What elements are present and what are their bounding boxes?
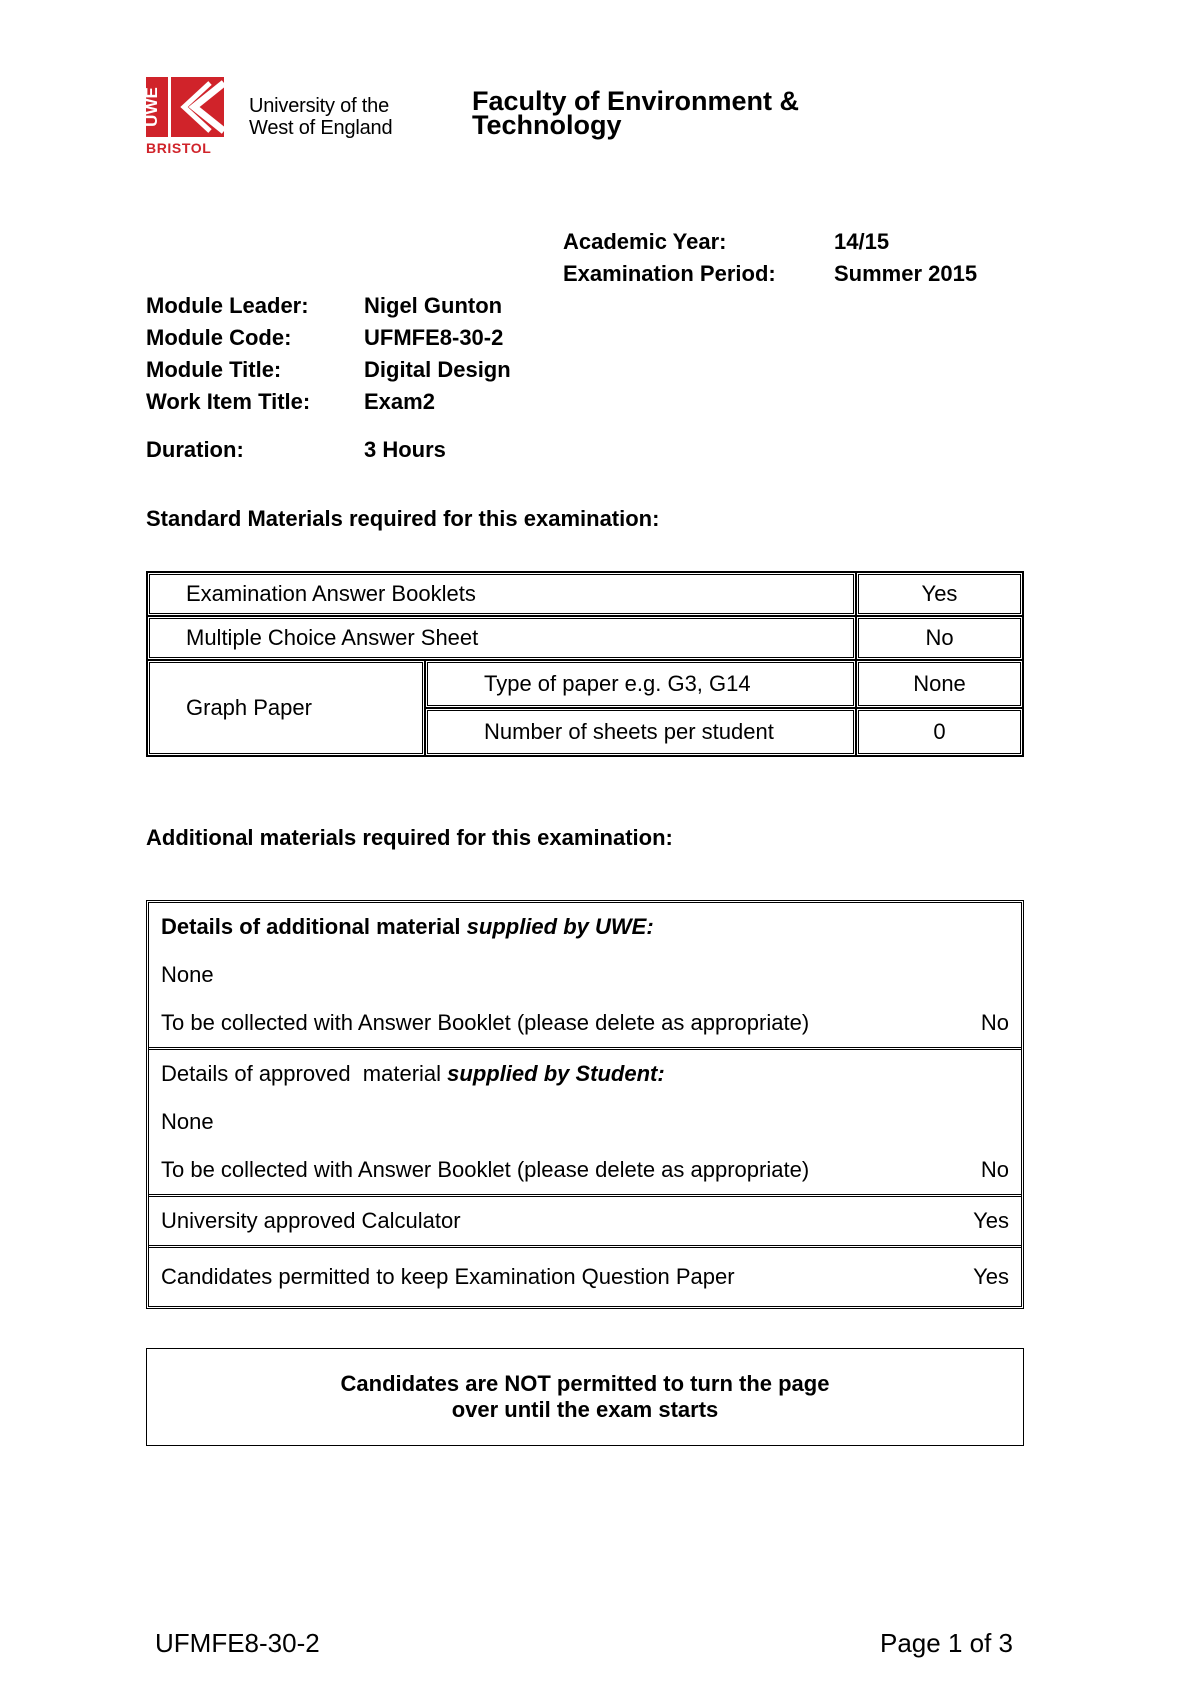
university-name (249, 95, 392, 139)
academic-year-value: 14/15 (834, 229, 890, 254)
faculty-line-1: Faculty of Environment & (472, 86, 800, 116)
answer-booklets-value: Yes (856, 572, 1023, 616)
work-item-value: Exam2 (364, 389, 435, 414)
calculator-value: Yes (973, 1208, 1009, 1233)
student-material-heading (161, 1050, 1009, 1098)
student-heading-prefix: Details of approved material (161, 1061, 448, 1086)
student-material-cell (149, 1047, 1021, 1194)
faculty-line-2: Technology (472, 110, 622, 140)
exam-period-label: Examination Period: (563, 261, 776, 286)
standard-materials-heading: Standard Materials required for this examination: (146, 506, 660, 531)
uwe-details-text: None (161, 962, 214, 987)
logo-subtext: BRISTOL (146, 140, 212, 156)
uwe-collect-value: No (980, 1010, 1009, 1035)
academic-year-label: Academic Year: (563, 229, 727, 254)
faculty-title (472, 86, 800, 140)
calculator-label: University approved Calculator (161, 1208, 461, 1233)
keep-paper-cell (149, 1245, 1021, 1306)
student-heading-emph: supplied by Student: (447, 1061, 665, 1086)
module-title-label: Module Title: (146, 357, 282, 382)
uwe-heading-prefix: Details of additional material (161, 914, 467, 939)
module-leader-value: Nigel Gunton (364, 293, 503, 318)
footer-page-number: Page 1 of 3 (880, 1628, 1013, 1658)
module-title-value: Digital Design (364, 357, 511, 382)
student-details (161, 1098, 1009, 1146)
keep-paper-label: Candidates permitted to keep Examination Question Paper (161, 1264, 735, 1289)
university-line-1: University of the (249, 95, 389, 117)
student-details-text: None (161, 1109, 214, 1134)
keep-paper-row (161, 1248, 1009, 1306)
duration-value: 3 Hours (364, 437, 446, 462)
graph-paper-label: Graph Paper (147, 660, 425, 756)
uwe-material-heading (161, 903, 1009, 951)
additional-materials-table (146, 900, 1024, 1309)
footer-module-code: UFMFE8-30-2 (155, 1628, 320, 1658)
university-line-2: West of England (249, 117, 393, 139)
table-row (147, 572, 1023, 616)
module-leader-label: Module Leader: (146, 293, 309, 318)
paper-type-label: Type of paper e.g. G3, G14 (425, 660, 856, 708)
uwe-details (161, 951, 1009, 999)
table-row (149, 1194, 1021, 1245)
uwe-collect-row (161, 999, 1009, 1047)
additional-materials-heading: Additional materials required for this examination: (146, 825, 673, 850)
paper-type-value: None (856, 660, 1023, 708)
duration-label: Duration: (146, 437, 244, 462)
standard-materials-table (146, 571, 1024, 757)
calculator-row (161, 1197, 1009, 1245)
student-collect-value: No (980, 1157, 1009, 1182)
sheets-label: Number of sheets per student (425, 708, 856, 756)
uwe-logo (142, 77, 224, 157)
uwe-heading-emph: supplied by UWE: (466, 914, 654, 939)
logo-text: UWE (142, 87, 161, 127)
module-code-label: Module Code: (146, 325, 292, 350)
uwe-material-cell (149, 903, 1021, 1047)
mc-sheet-label: Multiple Choice Answer Sheet (147, 616, 856, 660)
table-row (147, 660, 1023, 708)
mc-sheet-value: No (856, 616, 1023, 660)
table-row (149, 1047, 1021, 1194)
notice-line-1: Candidates are NOT permitted to turn the page (340, 1371, 830, 1396)
module-code-value: UFMFE8-30-2 (364, 325, 504, 350)
notice-box (146, 1348, 1024, 1446)
calculator-cell (149, 1194, 1021, 1245)
table-row (149, 903, 1021, 1047)
work-item-label: Work Item Title: (146, 389, 311, 414)
student-collect-row (161, 1146, 1009, 1194)
student-collect-label: To be collected with Answer Booklet (please delete as appropriate) (161, 1157, 810, 1182)
uwe-collect-label: To be collected with Answer Booklet (please delete as appropriate) (161, 1010, 810, 1035)
sheets-value: 0 (856, 708, 1023, 756)
exam-period-value: Summer 2015 (834, 261, 978, 286)
table-row (149, 1245, 1021, 1306)
keep-paper-value: Yes (973, 1264, 1009, 1289)
answer-booklets-label: Examination Answer Booklets (147, 572, 856, 616)
table-row (147, 616, 1023, 660)
notice-line-2: over until the exam starts (451, 1397, 719, 1422)
